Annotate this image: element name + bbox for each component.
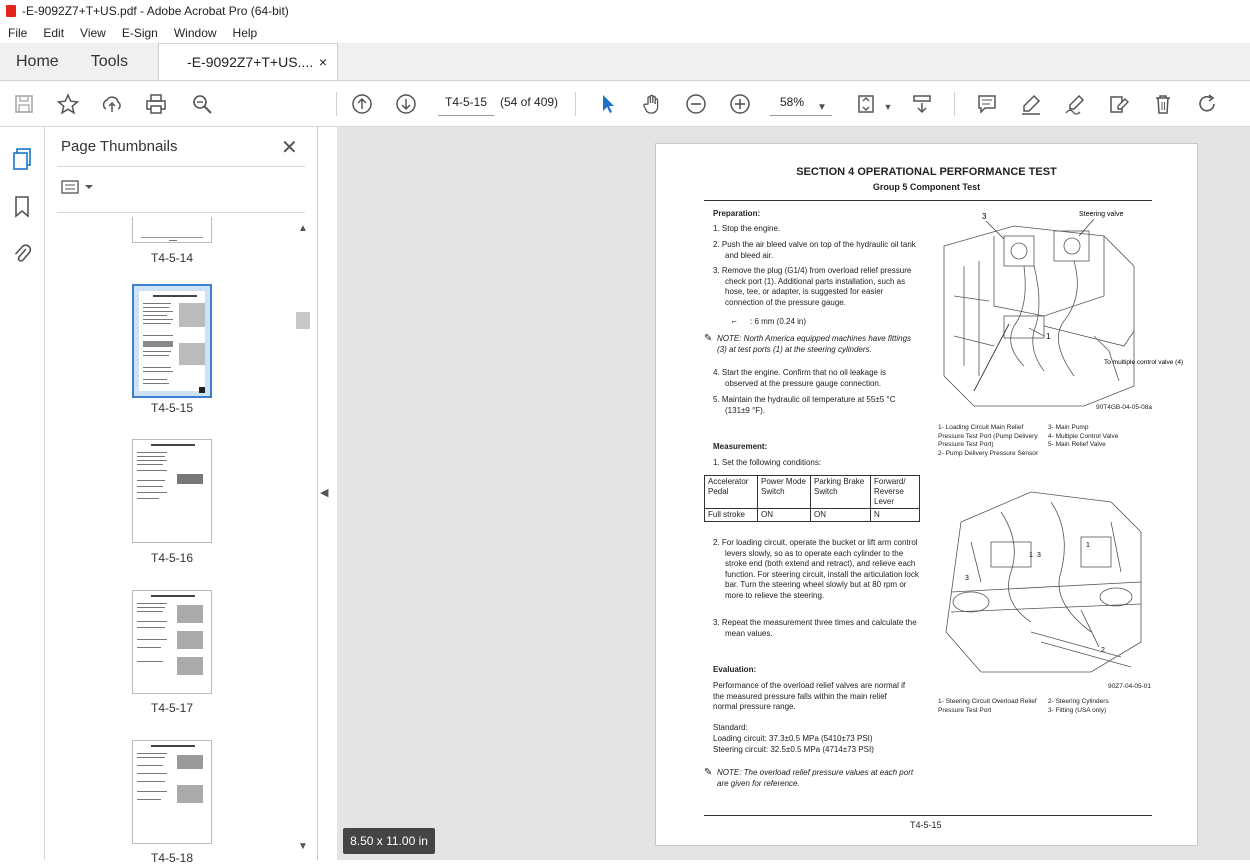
table-header: Parking Brake Switch bbox=[811, 476, 871, 509]
table-header: Accelerator Pedal bbox=[705, 476, 758, 509]
table-cell: ON bbox=[758, 509, 811, 522]
header-rule bbox=[704, 200, 1152, 201]
prep-step: 2. Push the air bleed valve on top of the hydraulic oil tank and bleed air. bbox=[713, 240, 916, 260]
fig-label: 3 bbox=[965, 575, 969, 582]
panel-scrollbar-thumb[interactable] bbox=[296, 312, 310, 329]
left-rail bbox=[0, 127, 45, 860]
scroll-up-arrow-icon[interactable]: ▲ bbox=[298, 223, 308, 234]
wrench-icon: ⌐ bbox=[732, 317, 737, 326]
tab-close-icon[interactable]: × bbox=[318, 54, 328, 70]
fig-label: 2 bbox=[1101, 647, 1105, 654]
delete-icon[interactable] bbox=[1151, 92, 1175, 116]
comment-icon[interactable] bbox=[975, 92, 999, 116]
evaluation-heading: Evaluation: bbox=[713, 665, 757, 674]
measurement-step: 1. Set the following conditions: bbox=[713, 458, 822, 467]
window-title: -E-9092Z7+T+US.pdf - Adobe Acrobat Pro (64-bit) bbox=[22, 4, 289, 18]
legend-item: 1- Steering Circuit Overload Relief Pressure Test Port bbox=[938, 698, 1037, 714]
menu-edit[interactable]: Edit bbox=[43, 25, 65, 40]
preparation-heading: Preparation: bbox=[713, 209, 761, 218]
note-text: NOTE: North America equipped machines have fittings (3) at test ports (1) at the steering cylinders. bbox=[717, 334, 912, 354]
zoom-in-icon[interactable] bbox=[728, 92, 752, 116]
fig-label: 1 bbox=[1086, 542, 1090, 549]
zoom-search-icon[interactable] bbox=[190, 92, 214, 116]
divider bbox=[57, 212, 305, 213]
scroll-mode-icon[interactable] bbox=[910, 92, 934, 116]
zoom-input[interactable]: 58% bbox=[770, 88, 832, 116]
thumbnail-label: T4-5-18 bbox=[150, 851, 194, 865]
table-header: Forward/ Reverse Lever bbox=[871, 476, 920, 509]
footer-rule bbox=[704, 815, 1152, 816]
group-title: Group 5 Component Test bbox=[872, 182, 981, 192]
tab-tools[interactable]: Tools bbox=[90, 52, 129, 70]
page-footer: T4-5-15 bbox=[910, 820, 942, 830]
prep-step: 1. Stop the engine. bbox=[713, 224, 781, 233]
tab-home[interactable]: Home bbox=[16, 52, 59, 70]
thumbnail-page[interactable] bbox=[132, 740, 212, 844]
steering-cylinder-illustration bbox=[941, 482, 1153, 680]
fig-label: 3 bbox=[1037, 552, 1041, 559]
thumbnail-page[interactable] bbox=[132, 590, 212, 694]
highlight-icon[interactable] bbox=[1019, 92, 1043, 116]
star-icon[interactable] bbox=[56, 92, 80, 116]
toolbar-divider bbox=[336, 92, 337, 116]
scroll-down-icon[interactable] bbox=[394, 92, 418, 116]
collapse-panel-icon[interactable]: ◀ bbox=[320, 487, 329, 499]
prep-step: 4. Start the engine. Confirm that no oil leakage is observed at the pressure gauge connection. bbox=[713, 368, 886, 388]
thumbnail-page-selected[interactable] bbox=[132, 284, 212, 398]
menu-file[interactable]: File bbox=[8, 25, 28, 40]
thumbnail-page[interactable] bbox=[132, 217, 212, 243]
fit-page-dropdown-icon[interactable]: ▼ bbox=[883, 102, 893, 112]
menu-bar bbox=[0, 22, 1250, 43]
save-icon[interactable] bbox=[12, 92, 36, 116]
sign-icon[interactable] bbox=[1063, 92, 1087, 116]
page-thumbnails-icon[interactable] bbox=[12, 147, 34, 176]
panel-title: Page Thumbnails bbox=[61, 138, 178, 155]
table-cell: N bbox=[871, 509, 920, 522]
evaluation-text: Performance of the overload relief valves are normal if the measured pressure falls within the main relief normal pressure range. bbox=[713, 681, 906, 711]
hydraulic-valve-illustration bbox=[934, 206, 1184, 416]
prep-step: 5. Maintain the hydraulic oil temperature at 55±5 °C (131±9 °F). bbox=[713, 395, 896, 415]
prep-step: 3. Remove the plug (G1/4) from overload relief pressure check port (1). Additional parts installation, such as hose, tee, or adapter, is suggested for easier connection of the pressure gauge. bbox=[713, 266, 912, 307]
acrobat-logo-icon bbox=[6, 5, 16, 17]
page-number-input[interactable]: T4-5-15 bbox=[438, 88, 494, 116]
note-pencil-icon: ✎ bbox=[704, 767, 713, 778]
tab-bar bbox=[0, 43, 1250, 81]
title-bar bbox=[0, 0, 1250, 22]
attachment-icon[interactable] bbox=[12, 241, 32, 270]
fig-label: 3 bbox=[982, 212, 987, 221]
tab-document[interactable] bbox=[158, 43, 338, 80]
figure-code: 90T4GB-04-05-08a bbox=[1096, 404, 1153, 411]
select-cursor-icon[interactable] bbox=[596, 92, 620, 116]
figure-legend bbox=[1048, 424, 1158, 450]
wrench-size: : 6 mm (0.24 in) bbox=[750, 317, 807, 326]
tab-document-label: -E-9092Z7+T+US.... bbox=[187, 54, 314, 70]
menu-help[interactable]: Help bbox=[232, 25, 258, 40]
redo-icon[interactable] bbox=[1195, 92, 1219, 116]
legend-item: 3- Main Pump bbox=[1048, 424, 1089, 431]
legend-item: 2- Pump Delivery Pressure Sensor bbox=[938, 449, 1039, 457]
divider bbox=[57, 166, 305, 167]
menu-window[interactable]: Window bbox=[173, 25, 217, 40]
conditions-table bbox=[704, 475, 920, 522]
fig-label: To multiple control valve (4) bbox=[1104, 359, 1184, 366]
figure-legend bbox=[938, 424, 1046, 458]
table-cell: ON bbox=[811, 509, 871, 522]
measurement-heading: Measurement: bbox=[713, 442, 768, 451]
note-pencil-icon: ✎ bbox=[704, 333, 713, 344]
fig-label: 1 bbox=[1029, 552, 1033, 559]
zoom-dropdown-icon[interactable]: ▼ bbox=[817, 101, 827, 113]
table-cell: Full stroke bbox=[705, 509, 758, 522]
legend-item: 3- Fitting (USA only) bbox=[1048, 706, 1107, 714]
options-menu-icon[interactable] bbox=[61, 179, 95, 198]
fit-page-icon[interactable] bbox=[854, 92, 878, 116]
panel-close-icon[interactable]: ✕ bbox=[281, 137, 298, 159]
fig-label: Steering valve bbox=[1079, 211, 1124, 218]
thumbnail-label: T4-5-17 bbox=[150, 701, 194, 715]
edit-icon[interactable] bbox=[1107, 92, 1131, 116]
toolbar bbox=[0, 81, 1250, 127]
section-title: SECTION 4 OPERATIONAL PERFORMANCE TEST bbox=[796, 166, 1057, 178]
toolbar-divider bbox=[954, 92, 955, 116]
legend-item: 2- Steering Cylinders bbox=[1048, 698, 1109, 705]
scroll-down-arrow-icon[interactable]: ▼ bbox=[298, 841, 308, 852]
figure-legend bbox=[938, 698, 1046, 715]
legend-item: 1- Loading Circuit Main Relief Pressure Test Port (Pump Delivery Pressure Test Port) bbox=[938, 424, 1038, 448]
standard-steering: Steering circuit: 32.5±0.5 MPa (4714±73 PSI) bbox=[713, 745, 874, 754]
thumbnail-page[interactable] bbox=[132, 439, 212, 543]
figure-legend bbox=[1048, 698, 1158, 715]
thumbnails-panel bbox=[45, 127, 318, 865]
upload-icon[interactable] bbox=[100, 92, 124, 116]
hand-icon[interactable] bbox=[640, 92, 664, 116]
standard-loading: Loading circuit: 37.3±0.5 MPa (5410±73 PSI) bbox=[713, 734, 873, 743]
standard-label: Standard: bbox=[713, 723, 748, 732]
bookmark-icon[interactable] bbox=[13, 195, 31, 224]
figure-code: 90Z7-04-05-01 bbox=[1108, 683, 1151, 690]
fig-label: 1 bbox=[1046, 332, 1051, 341]
table-header: Power Mode Switch bbox=[758, 476, 811, 509]
legend-item: 4- Multiple Control Valve bbox=[1048, 432, 1119, 440]
note-text: NOTE: The overload relief pressure values at each port are given for reference. bbox=[717, 768, 914, 788]
thumbnail-content bbox=[139, 291, 205, 391]
menu-view[interactable]: View bbox=[80, 25, 106, 40]
menu-esign[interactable]: E-Sign bbox=[121, 25, 158, 40]
print-icon[interactable] bbox=[144, 92, 168, 116]
measurement-step: 3. Repeat the measurement three times and calculate the mean values. bbox=[713, 618, 917, 638]
zoom-out-icon[interactable] bbox=[684, 92, 708, 116]
thumbnail-label: T4-5-14 bbox=[150, 251, 194, 265]
thumbnail-list bbox=[45, 217, 300, 865]
pdf-page bbox=[655, 143, 1198, 846]
legend-item: 5- Main Relief Valve bbox=[1048, 441, 1106, 448]
page-count: (54 of 409) bbox=[500, 95, 559, 109]
page-size-badge: 8.50 x 11.00 in bbox=[343, 828, 435, 854]
scroll-up-icon[interactable] bbox=[350, 92, 374, 116]
measurement-step: 2. For loading circuit, operate the bucket or lift arm control levers slowly, so as to operate each cylinder to the stroke end (both extend and retract), and relieve each function. For steering circuit, install the articulation lock bar. Turn the steering wheel slowly but at 80 rpm or more to relieve the steering. bbox=[713, 538, 919, 600]
thumbnail-label: T4-5-16 bbox=[150, 551, 194, 565]
toolbar-divider bbox=[575, 92, 576, 116]
thumbnail-label: T4-5-15 bbox=[150, 401, 194, 415]
